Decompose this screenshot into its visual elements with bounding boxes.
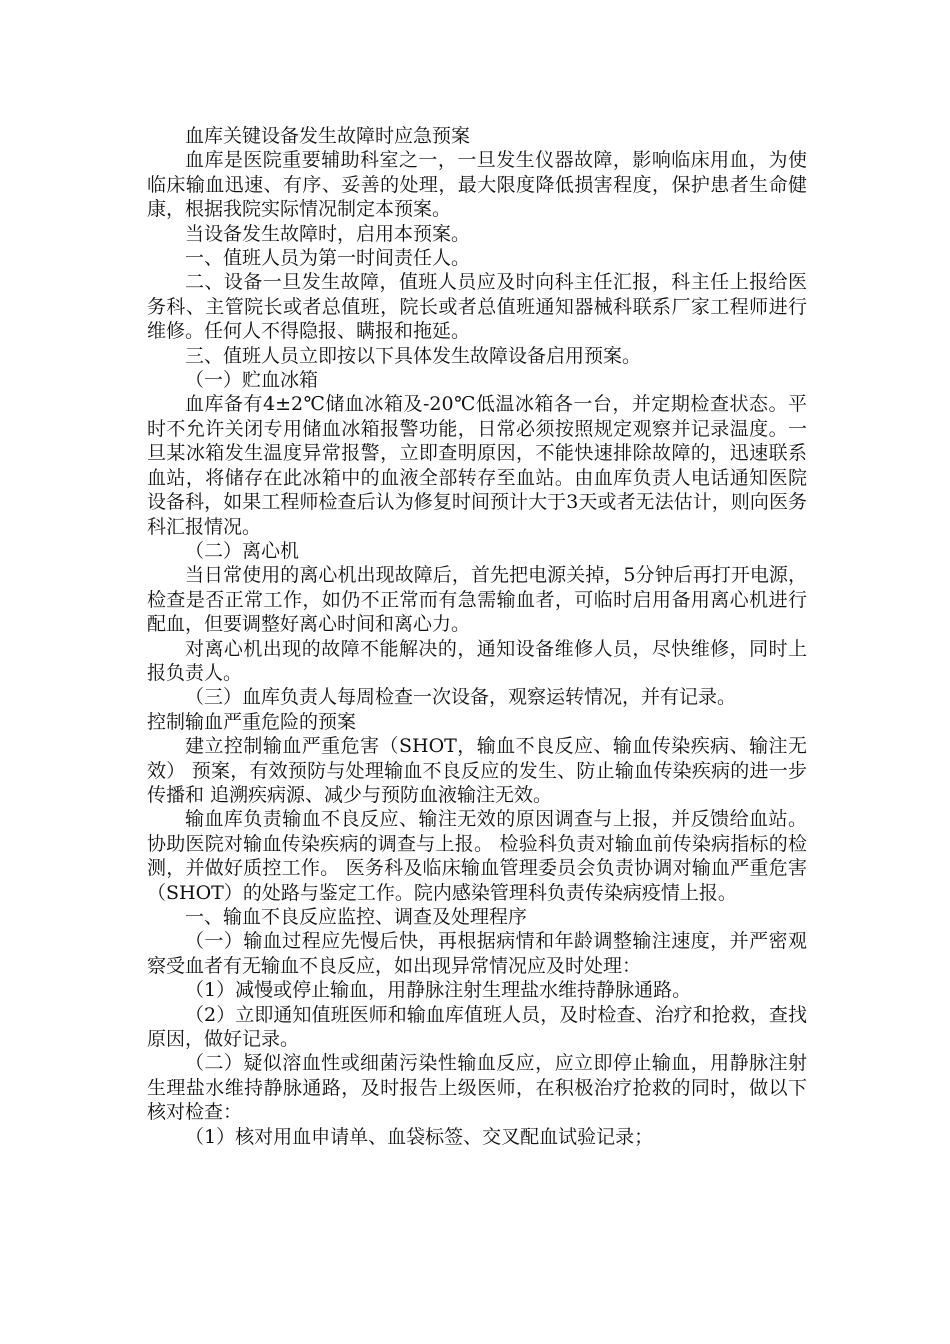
paragraph: 二、设备一旦发生故障，值班人员应及时向科主任汇报，科主任上报给医务科、主管院长或者总值班，院长或者总值班通知器械科联系厂家工程师进行维修。任何人不得隐报、瞒报和拖延。 bbox=[147, 271, 807, 343]
doc-subtitle: 控制输血严重危险的预案 bbox=[147, 710, 357, 733]
document-page bbox=[147, 124, 807, 1149]
paragraph: 当设备发生故障时，启用本预案。 bbox=[185, 222, 471, 245]
doc-title: 血库关键设备发生故障时应急预案 bbox=[185, 125, 471, 147]
section-heading: 一、输血不良反应监控、调查及处理程序 bbox=[185, 906, 528, 928]
list-item: （1）减慢或停止输血，用静脉注射生理盐水维持静脉通路。 bbox=[185, 979, 692, 1002]
paragraph-intro: 血库是医院重要辅助科室之一，一旦发生仪器故障，影响临床用血，为使临床输血迅速、有序、妥善的处理，最大限度降低损害程度，保护患者生命健康，根据我院实际情况制定本预案。 bbox=[147, 149, 807, 221]
paragraph: 当日常使用的离心机出现故障后，首先把电源关掉，5分钟后再打开电源，检查是否正常工作，如仍不正常而有急需输血者，可临时启用备用离心机进行配血，但要调整好离心时间和离心力。 bbox=[147, 564, 807, 636]
paragraph: 对离心机出现的故障不能解决的，通知设备维修人员，尽快维修，同时上报负责人。 bbox=[147, 637, 807, 684]
paragraph: （一）输血过程应先慢后快，再根据病情和年龄调整输注速度，并严密观察受血者有无输血不良反应，如出现异常情况应及时处理： bbox=[147, 930, 807, 977]
list-item: （1）核对用血申请单、血袋标签、交叉配血试验记录； bbox=[185, 1125, 654, 1148]
section-heading: （三）血库负责人每周检查一次设备，观察运转情况，并有记录。 bbox=[185, 686, 737, 709]
paragraph: 建立控制输血严重危害（SHOT，输血不良反应、输血传染疾病、输注无效） 预案，有效预防与处理输血不良反应的发生、防止输血传染疾病的进一步传播和 追溯疾病源、减少与预防血液输注无效。 bbox=[147, 735, 807, 806]
section-heading: （二）离心机 bbox=[185, 539, 300, 562]
paragraph: 三、值班人员立即按以下具体发生故障设备启用预案。 bbox=[185, 344, 642, 367]
paragraph: 输血库负责输血不良反应、输注无效的原因调查与上报，并反馈给血站。协助医院对输血传染疾病的调查与上报。 检验科负责对输血前传染病指标的检测，并做好质控工作。 医务科及临床输血管理委员会负责协调对输血严重危害（SHOT）的处路与鉴定工作。院内感染管理科负责传染病疫情上报。 bbox=[147, 808, 807, 904]
paragraph: 血库备有4±2℃储血冰箱及-20℃低温冰箱各一台，并定期检查状态。平时不允许关闭专用储血冰箱报警功能，日常必须按照规定观察并记录温度。一旦某冰箱发生温度异常报警，立即查明原因，不能快速排除故障的，迅速联系血站，将储存在此冰箱中的血液全部转存至血站。由血库负责人电话通知医院设备科，如果工程师检查后认为修复时间预计大于3天或者无法估计，则向医务科汇报情况。 bbox=[147, 393, 807, 538]
section-heading: （一）贮血冰箱 bbox=[185, 369, 319, 392]
list-item: （2）立即通知值班医师和输血库值班人员，及时检查、治疗和抢救，查找原因，做好记录。 bbox=[147, 1003, 807, 1051]
paragraph: 一、值班人员为第一时间责任人。 bbox=[185, 247, 471, 270]
paragraph: （二）疑似溶血性或细菌污染性输血反应，应立即停止输血，用静脉注射生理盐水维持静脉通路，及时报告上级医师，在积极治疗抢救的同时，做以下核对检查： bbox=[147, 1052, 807, 1124]
